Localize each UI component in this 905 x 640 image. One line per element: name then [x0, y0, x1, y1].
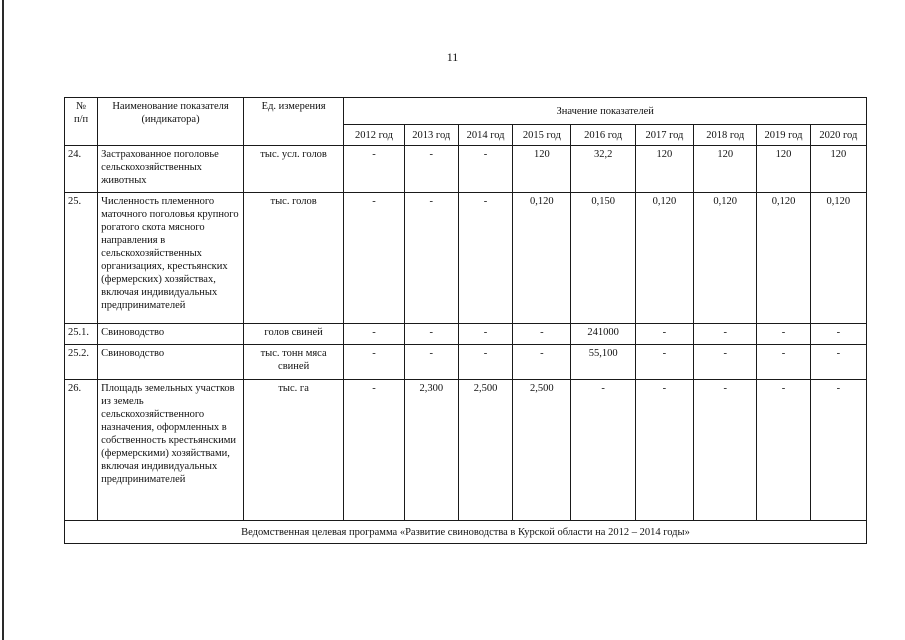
value-cell: -	[344, 345, 404, 380]
value-cell: -	[344, 324, 404, 345]
value-cell: -	[757, 324, 810, 345]
value-cell: -	[513, 345, 571, 380]
value-cell: -	[458, 324, 512, 345]
header-row	[65, 98, 867, 125]
value-cell: 120	[810, 146, 866, 193]
indicator-name: Численность племенного маточного поголовья крупного рогатого скота мясного направления в сельскохозяйственных организациях, крестьянских (фермерских) хозяйствах, включая индивидуальных предпринимателей	[98, 193, 244, 324]
value-cell: -	[810, 380, 866, 521]
value-cell: 241000	[571, 324, 635, 345]
value-cell: 0,120	[810, 193, 866, 324]
header-year: 2019 год	[757, 125, 810, 146]
value-cell: 120	[635, 146, 693, 193]
header-year: 2018 год	[694, 125, 757, 146]
indicators-table	[64, 97, 867, 544]
value-cell: 2,500	[513, 380, 571, 521]
value-cell: 2,300	[404, 380, 458, 521]
value-cell: -	[694, 380, 757, 521]
value-cell: -	[404, 324, 458, 345]
value-cell: -	[635, 345, 693, 380]
row-number: 25.1.	[65, 324, 98, 345]
value-cell: -	[635, 324, 693, 345]
value-cell: -	[571, 380, 635, 521]
value-cell: 2,500	[458, 380, 512, 521]
header-year: 2017 год	[635, 125, 693, 146]
header-values-group: Значение показателей	[344, 98, 867, 125]
value-cell: -	[810, 324, 866, 345]
unit-of-measure: тыс. га	[243, 380, 343, 521]
header-unit: Ед. измерения	[243, 98, 343, 146]
value-cell: 32,2	[571, 146, 635, 193]
value-cell: -	[404, 345, 458, 380]
value-cell: -	[344, 380, 404, 521]
header-year: 2014 год	[458, 125, 512, 146]
value-cell: -	[344, 193, 404, 324]
value-cell: 120	[757, 146, 810, 193]
header-name: Наименование показателя (индикатора)	[98, 98, 244, 146]
value-cell: 0,150	[571, 193, 635, 324]
header-year: 2012 год	[344, 125, 404, 146]
row-number: 25.2.	[65, 345, 98, 380]
value-cell: 120	[694, 146, 757, 193]
value-cell: -	[404, 146, 458, 193]
table-row	[65, 146, 867, 193]
value-cell: -	[513, 324, 571, 345]
row-number: 25.	[65, 193, 98, 324]
indicator-name: Площадь земельных участков из земель сельскохозяйственного назначения, оформленных в собственность крестьянскими (фермерскими) хозяйствами, включая индивидуальных предпринимателей	[98, 380, 244, 521]
value-cell: 55,100	[571, 345, 635, 380]
value-cell: 0,120	[694, 193, 757, 324]
value-cell: -	[344, 146, 404, 193]
value-cell: -	[458, 146, 512, 193]
value-cell: -	[458, 345, 512, 380]
value-cell: -	[694, 324, 757, 345]
indicator-name: Свиноводство	[98, 345, 244, 380]
table-row	[65, 345, 867, 380]
value-cell: -	[757, 345, 810, 380]
value-cell: -	[404, 193, 458, 324]
row-number: 26.	[65, 380, 98, 521]
value-cell: -	[458, 193, 512, 324]
header-num: № п/п	[65, 98, 98, 146]
indicator-name: Свиноводство	[98, 324, 244, 345]
value-cell: 120	[513, 146, 571, 193]
program-title-row	[65, 521, 867, 544]
unit-of-measure: голов свиней	[243, 324, 343, 345]
header-year: 2013 год	[404, 125, 458, 146]
row-number: 24.	[65, 146, 98, 193]
header-year: 2015 год	[513, 125, 571, 146]
unit-of-measure: тыс. усл. голов	[243, 146, 343, 193]
header-year: 2016 год	[571, 125, 635, 146]
program-title: Ведомственная целевая программа «Развитие свиноводства в Курской области на 2012 – 2014 годы»	[65, 521, 867, 544]
scan-edge-line	[2, 0, 4, 640]
table-row	[65, 324, 867, 345]
value-cell: -	[635, 380, 693, 521]
table-row	[65, 380, 867, 521]
header-year: 2020 год	[810, 125, 866, 146]
value-cell: -	[757, 380, 810, 521]
table-row	[65, 193, 867, 324]
indicator-name: Застрахованное поголовье сельскохозяйственных животных	[98, 146, 244, 193]
value-cell: -	[694, 345, 757, 380]
unit-of-measure: тыс. тонн мяса свиней	[243, 345, 343, 380]
page-number: 11	[446, 50, 459, 64]
value-cell: 0,120	[513, 193, 571, 324]
value-cell: -	[810, 345, 866, 380]
value-cell: 0,120	[635, 193, 693, 324]
unit-of-measure: тыс. голов	[243, 193, 343, 324]
value-cell: 0,120	[757, 193, 810, 324]
